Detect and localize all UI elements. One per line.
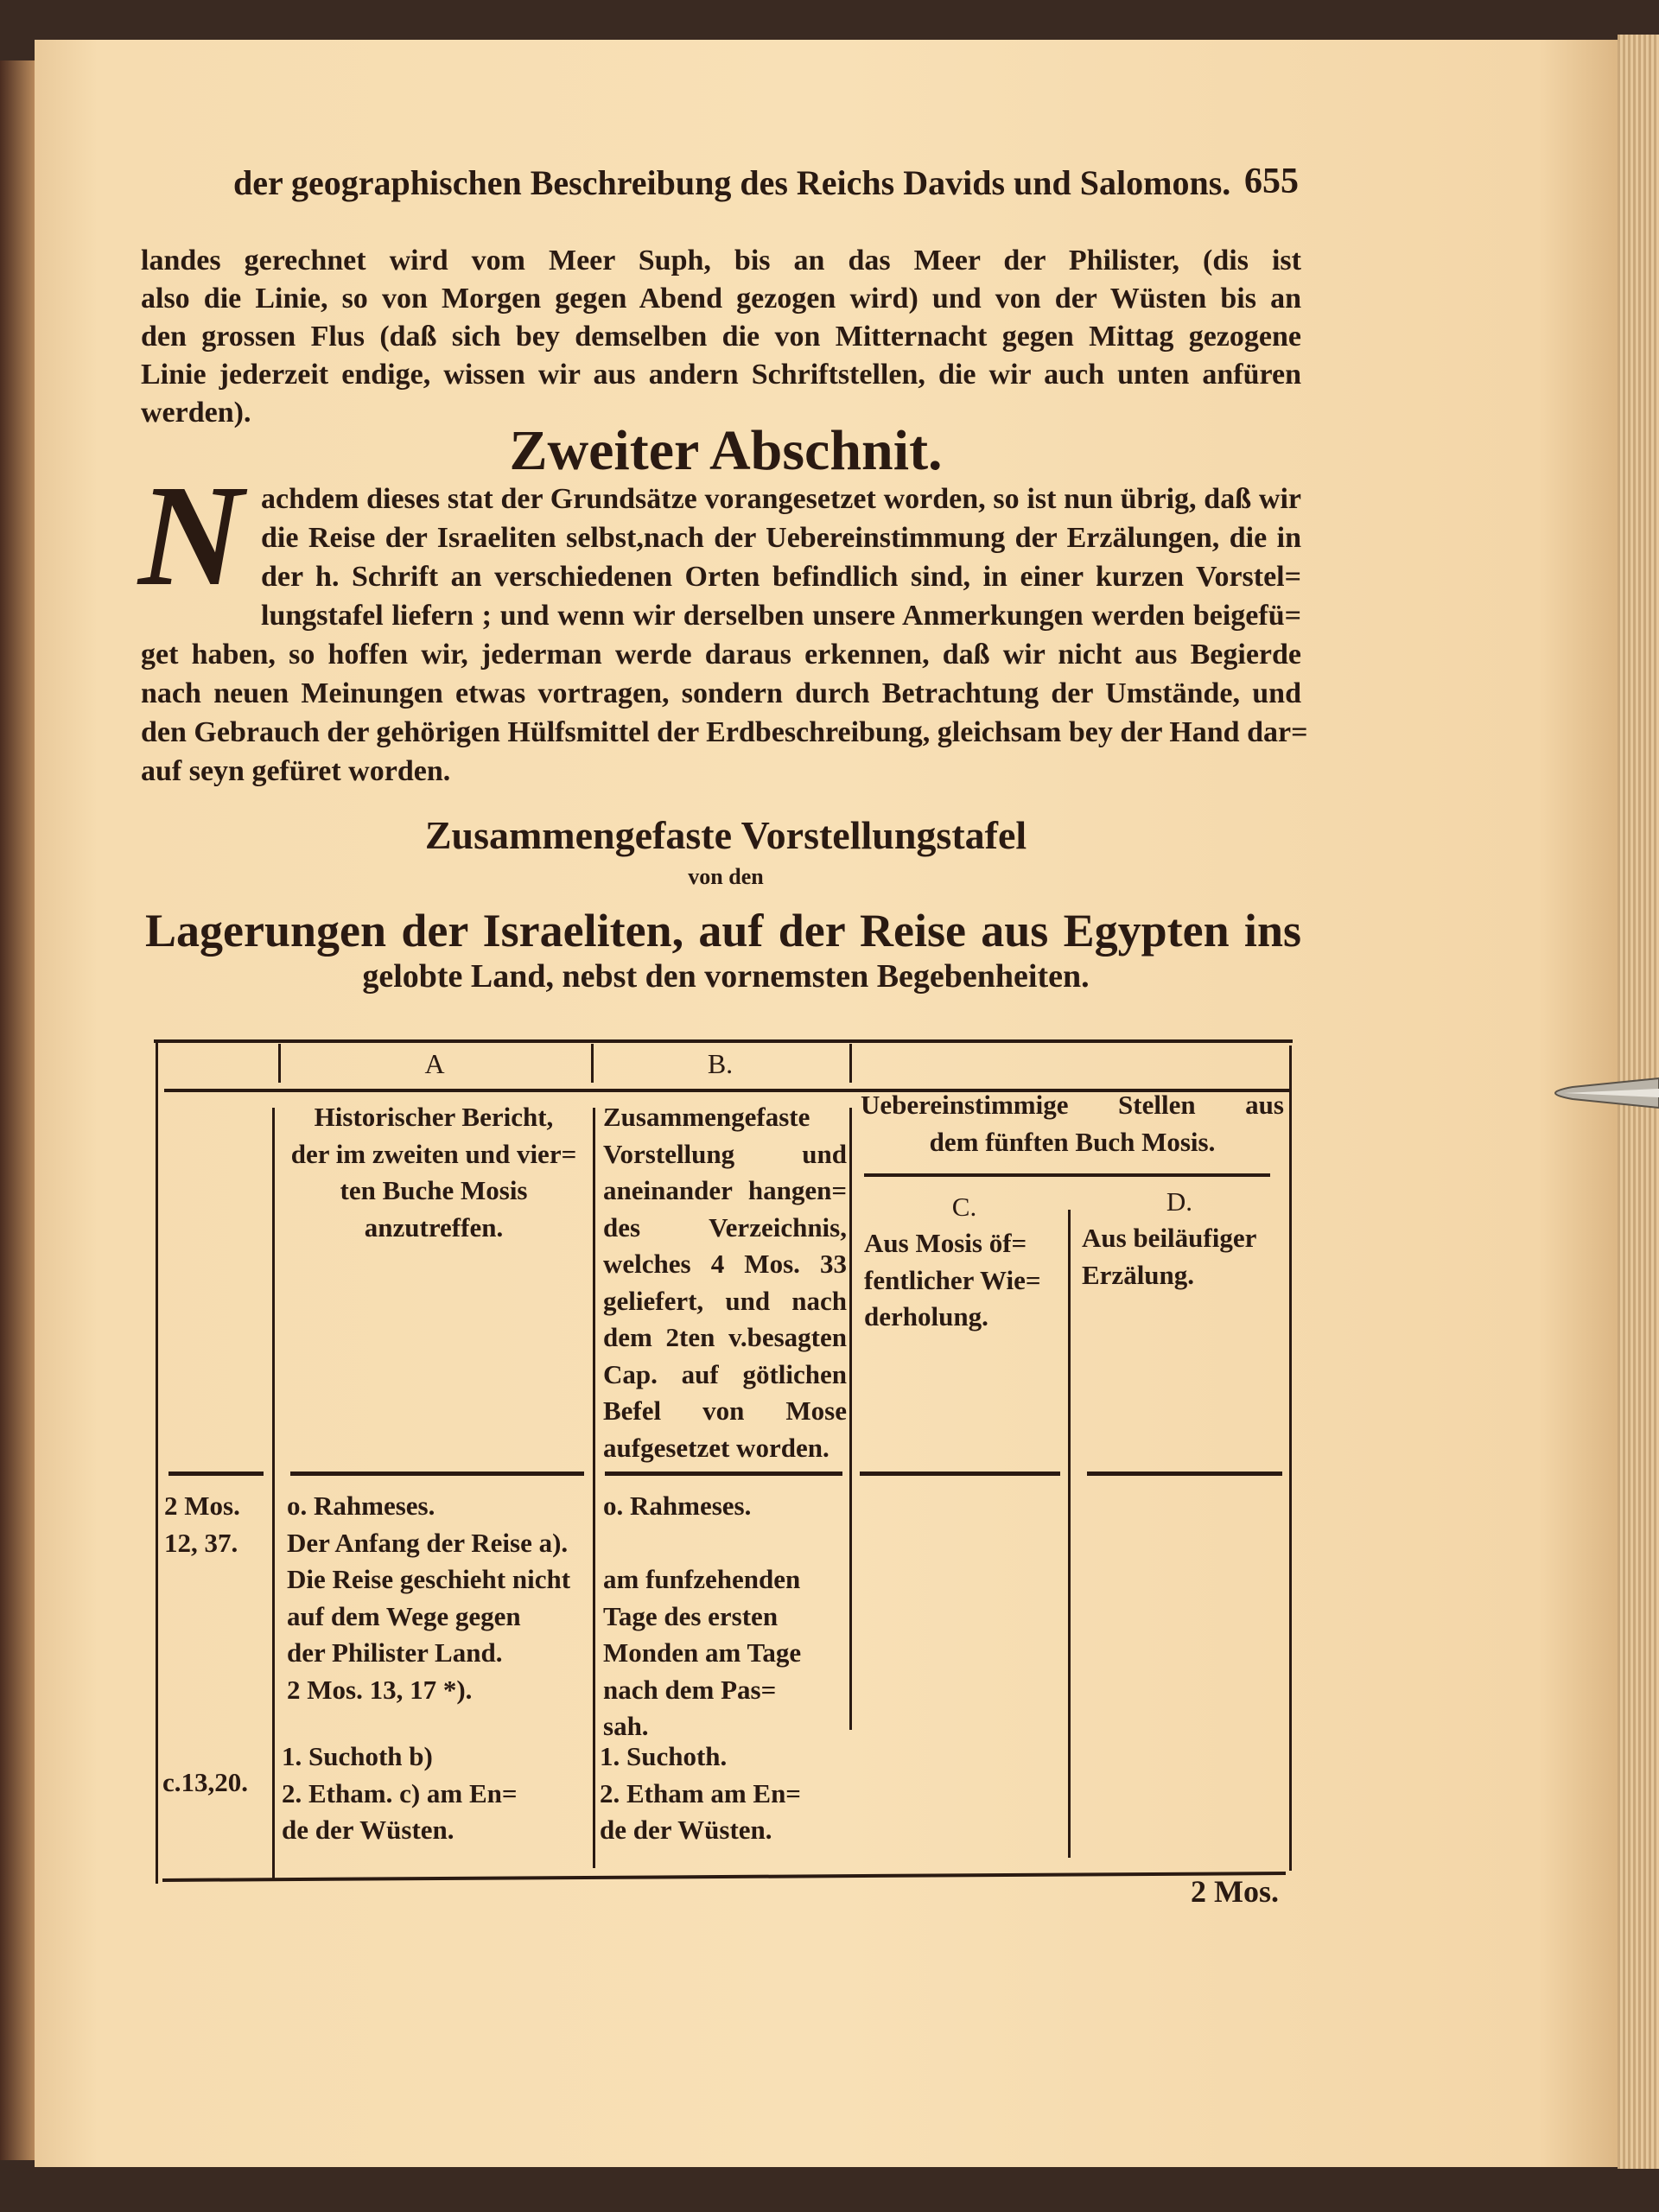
page-number: 655 <box>1244 162 1299 201</box>
catchword: 2 Mos. <box>1191 1874 1279 1909</box>
cell-text-line: Vorstellung und <box>603 1138 847 1169</box>
text-line: achdem dieses stat der Grundsätze vorangesetzet worden, so ist nun übrig, daß wir <box>261 483 1301 515</box>
cell-text-line: o. Rahmeses. <box>603 1491 752 1521</box>
cell-text-line: Aus Mosis öf= <box>864 1228 1027 1258</box>
cell-text-line: aufgesetzet worden. <box>603 1432 830 1463</box>
cell-text-line: auf dem Wege gegen <box>287 1600 521 1631</box>
bookmark-clip-icon <box>1538 1071 1659 1115</box>
cell-text-line: 1. Suchoth. <box>600 1741 728 1771</box>
row-2-column-b <box>600 1738 846 1849</box>
cell-text-line: Monden am Tage <box>603 1637 802 1668</box>
column-c-label: C. <box>951 1192 977 1222</box>
cell-text-line: Befel von Mose <box>603 1395 847 1426</box>
cell-text-line: derholung. <box>864 1301 988 1332</box>
text-line: landes gerechnet wird vom Meer Suph, bis an das Meer der Philister, (dis ist <box>141 245 1301 276</box>
cell-text-line: Aus beiläufiger <box>1082 1223 1257 1253</box>
cell-text-line: am funfzehenden <box>603 1564 801 1594</box>
cell-text-line: ten Buche Mosis <box>340 1175 528 1205</box>
text-line: den grossen Flus (daß sich bey demselben die von Mitternacht gegen Mittag gezogene <box>141 321 1301 353</box>
cell-text-line: 2 Mos. <box>164 1491 240 1521</box>
cell-text-line: geliefert, und nach <box>603 1285 847 1316</box>
text-line: werden). <box>141 397 251 429</box>
table-title-line-2: von den <box>688 864 764 889</box>
row-rule <box>1087 1471 1282 1476</box>
column-divider <box>849 1108 852 1730</box>
cell-text-line: de der Wüsten. <box>282 1815 454 1845</box>
text-line: die Reise der Israeliten selbst,nach der Uebereinstimmung der Erzälungen, die in <box>261 522 1301 554</box>
table-title-line-1: Zusammengefaste Vorstellungstafel <box>424 813 1027 857</box>
cell-text-line: Tage des ersten <box>603 1600 779 1631</box>
cell-text-line: Historischer Bericht, <box>314 1102 554 1132</box>
text-line: nach neuen Meinungen etwas vortragen, sondern durch Betrachtung der Umstände, und <box>141 677 1301 709</box>
row-1-column-a <box>287 1488 589 1708</box>
cell-text-line: 12, 37. <box>164 1527 238 1558</box>
column-divider <box>849 1044 852 1083</box>
column-d-header <box>1082 1220 1286 1294</box>
cell-text-line: Die Reise geschieht nicht <box>287 1564 571 1594</box>
table-left-border <box>156 1041 158 1884</box>
cell-text-line: aneinander hangen= <box>603 1175 847 1205</box>
text-line: get haben, so hoffen wir, jederman werde daraus erkennen, daß wir nicht aus Begierde <box>141 639 1301 671</box>
cell-text-line: anzutreffen. <box>364 1211 504 1243</box>
paragraph-1 <box>141 242 1301 432</box>
book-spine-edge <box>0 60 35 2160</box>
paragraph-2 <box>141 636 1308 791</box>
row-rule <box>860 1471 1060 1476</box>
cell-text-line: Der Anfang der Reise a). <box>287 1527 569 1558</box>
column-a-label: A <box>424 1048 445 1079</box>
cell-text-line: Erzälung. <box>1082 1259 1195 1290</box>
cell-text-line <box>603 1525 847 1562</box>
cell-text-line: 1. Suchoth b) <box>282 1741 433 1771</box>
column-divider <box>593 1108 595 1868</box>
cell-text-line: 2. Etham. c) am En= <box>282 1777 518 1808</box>
cell-text-line: Uebereinstimmige Stellen aus <box>861 1090 1284 1120</box>
text-line: der h. Schrift an verschiedenen Orten befindlich sind, in einer kurzen Vorstel= <box>261 561 1301 593</box>
table-top-rule <box>154 1039 1293 1043</box>
cell-text-line: der Philister Land. <box>287 1637 503 1668</box>
drop-cap: N <box>138 455 244 616</box>
section-title: Zweiter Abschnit. <box>509 419 943 482</box>
column-divider <box>1068 1210 1071 1858</box>
cd-header-rule <box>864 1173 1270 1177</box>
row-2-column-a <box>282 1738 588 1849</box>
cell-text-line: sah. <box>603 1711 649 1741</box>
cell-text-line: dem fünften Buch Mosis. <box>929 1126 1216 1157</box>
cell-text-line: Zusammengefaste <box>603 1102 810 1132</box>
row-1-reference <box>164 1488 268 1561</box>
text-line: lungstafel liefern ; und wenn wir derselben unsere Anmerkungen werden beigefü= <box>261 600 1301 632</box>
cell-text-line: c.13,20. <box>162 1767 249 1797</box>
cell-text-line: Cap. auf götlichen <box>603 1358 847 1389</box>
cell-text-line: fentlicher Wie= <box>864 1264 1041 1295</box>
column-c-header <box>864 1225 1065 1336</box>
cell-text-line: welches 4 Mos. 33 <box>603 1249 847 1279</box>
column-d-label: D. <box>1166 1186 1193 1217</box>
row-rule <box>290 1471 584 1476</box>
cell-text-line: der im zweiten und vier= <box>290 1138 577 1169</box>
text-line: also die Linie, so von Morgen gegen Abend gezogen wird) und von der Wüsten bis an <box>141 283 1301 315</box>
cell-text-line: 2. Etham am En= <box>600 1777 801 1808</box>
running-title: der geographischen Beschreibung des Reichs Davids und Salomons. <box>233 163 1231 202</box>
text-line: Linie jederzeit endige, wissen wir aus andern Schriftstellen, die wir auch unten anfüren <box>141 359 1301 391</box>
row-2-reference <box>162 1764 266 1802</box>
row-1-column-b <box>603 1488 847 1745</box>
column-a-header <box>275 1099 593 1246</box>
table-title-line-3: Lagerungen der Israeliten, auf der Reise aus Egypten ins <box>145 905 1301 957</box>
text-line: den Gebrauch der gehörigen Hülfsmittel der Erdbeschreibung, gleichsam bey der Hand dar= <box>141 716 1308 748</box>
cell-text-line: o. Rahmeses. <box>287 1491 435 1521</box>
row-rule <box>605 1471 842 1476</box>
cell-text-line: des Verzeichnis, <box>603 1211 847 1243</box>
paragraph-2-indented <box>261 480 1301 636</box>
cell-text-line: de der Wüsten. <box>600 1815 772 1845</box>
cell-text-line: nach dem Pas= <box>603 1674 777 1705</box>
column-b-header <box>603 1099 847 1466</box>
cell-text-line: 2 Mos. 13, 17 *). <box>287 1674 473 1705</box>
column-cd-header <box>861 1087 1284 1160</box>
column-b-label: B. <box>707 1048 734 1079</box>
text-line: auf seyn gefüret worden. <box>141 755 451 787</box>
table-title-line-4: gelobte Land, nebst den vornemsten Begebenheiten. <box>362 958 1090 995</box>
table-right-border <box>1289 1046 1292 1871</box>
cell-text-line: dem 2ten v.besagten <box>603 1322 847 1352</box>
row-rule <box>168 1471 264 1476</box>
